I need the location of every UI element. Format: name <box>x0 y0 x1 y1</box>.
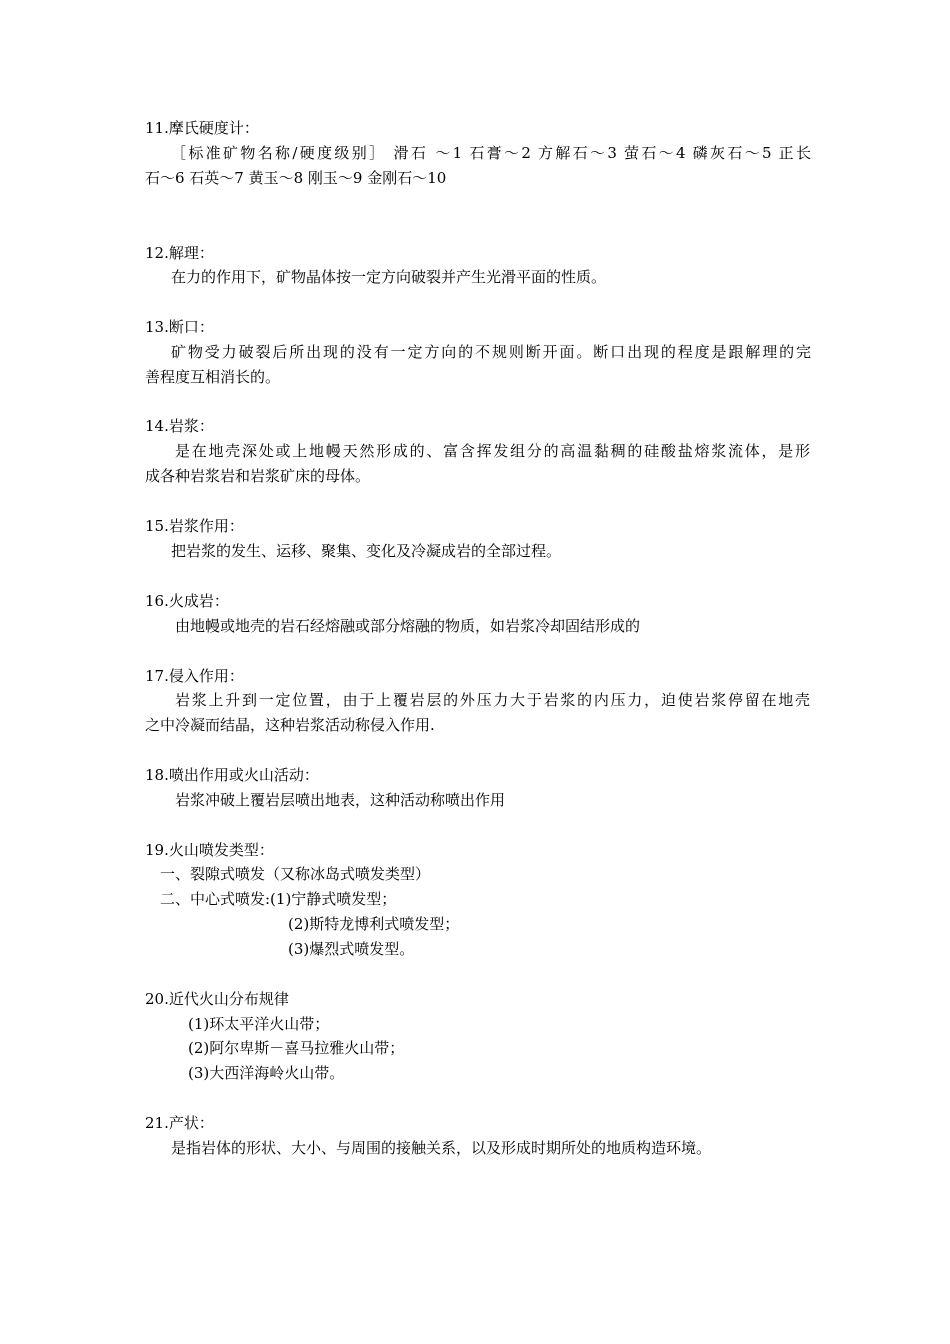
section-body-line: 在力的作用下，矿物晶体按一定方向破裂并产生光滑平面的性质。 <box>171 268 607 286</box>
section-body-line: ［标准矿物名称/硬度级别］ 滑石 ～1 石膏～2 方解石～3 萤石～4 磷灰石～5 正长 <box>171 144 811 162</box>
section-body-line: 之中冷凝而结晶，这种岩浆活动称侵入作用. <box>145 716 435 734</box>
section-body-line: 善程度互相消长的。 <box>145 368 281 386</box>
section-body-line: 石～6 石英～7 黄玉～8 刚玉～9 金刚石～10 <box>145 169 447 187</box>
section-body-line: (2)斯特龙博利式喷发型； <box>288 915 460 933</box>
section-body-line: 是在地壳深处或上地幔天然形成的、富含挥发组分的高温黏稠的硅酸盐熔浆流体，是形 <box>175 442 810 460</box>
section-heading: 21.产状： <box>145 1114 214 1132</box>
section-heading: 19.火山喷发类型： <box>145 841 274 859</box>
section-body-line: 二、中心式喷发:(1)宁静式喷发型； <box>160 890 397 908</box>
section-body-line: 把岩浆的发生、运移、聚集、变化及冷凝成岩的全部过程。 <box>171 542 562 560</box>
section-body-line: 矿物受力破裂后所出现的没有一定方向的不规则断开面。断口出现的程度是跟解理的完 <box>171 343 811 361</box>
section-heading: 11.摩氏硬度计： <box>145 119 259 137</box>
section-heading: 12.解理： <box>145 244 214 262</box>
section-heading: 18.喷出作用或火山活动： <box>145 766 319 784</box>
section-body-line: (3)大西洋海岭火山带。 <box>188 1064 345 1082</box>
section-heading: 17.侵入作用： <box>145 667 244 685</box>
section-heading: 14.岩浆： <box>145 417 214 435</box>
section-body-line: 岩浆冲破上覆岩层喷出地表，这种活动称喷出作用 <box>175 791 506 809</box>
section-body-line: (1)环太平洋火山带； <box>188 1015 330 1033</box>
section-body-line: 一、裂隙式喷发（又称冰岛式喷发类型） <box>160 865 431 883</box>
section-heading: 15.岩浆作用： <box>145 517 244 535</box>
section-heading: 13.断口： <box>145 318 214 336</box>
section-body-line: (2)阿尔卑斯－喜马拉雅火山带； <box>188 1039 405 1057</box>
section-body-line: 岩浆上升到一定位置，由于上覆岩层的外压力大于岩浆的内压力，迫使岩浆停留在地壳 <box>175 691 810 709</box>
section-heading: 16.火成岩： <box>145 592 229 610</box>
section-body-line: (3)爆烈式喷发型。 <box>288 940 415 958</box>
section-body-line: 成各种岩浆岩和岩浆矿床的母体。 <box>145 467 371 485</box>
section-body-line: 是指岩体的形状、大小、与周围的接触关系，以及形成时期所处的地质构造环境。 <box>171 1139 712 1157</box>
section-body-line: 由地幔或地壳的岩石经熔融或部分熔融的物质，如岩浆冷却固结形成的 <box>175 617 641 635</box>
section-heading: 20.近代火山分布规律 <box>145 990 289 1008</box>
